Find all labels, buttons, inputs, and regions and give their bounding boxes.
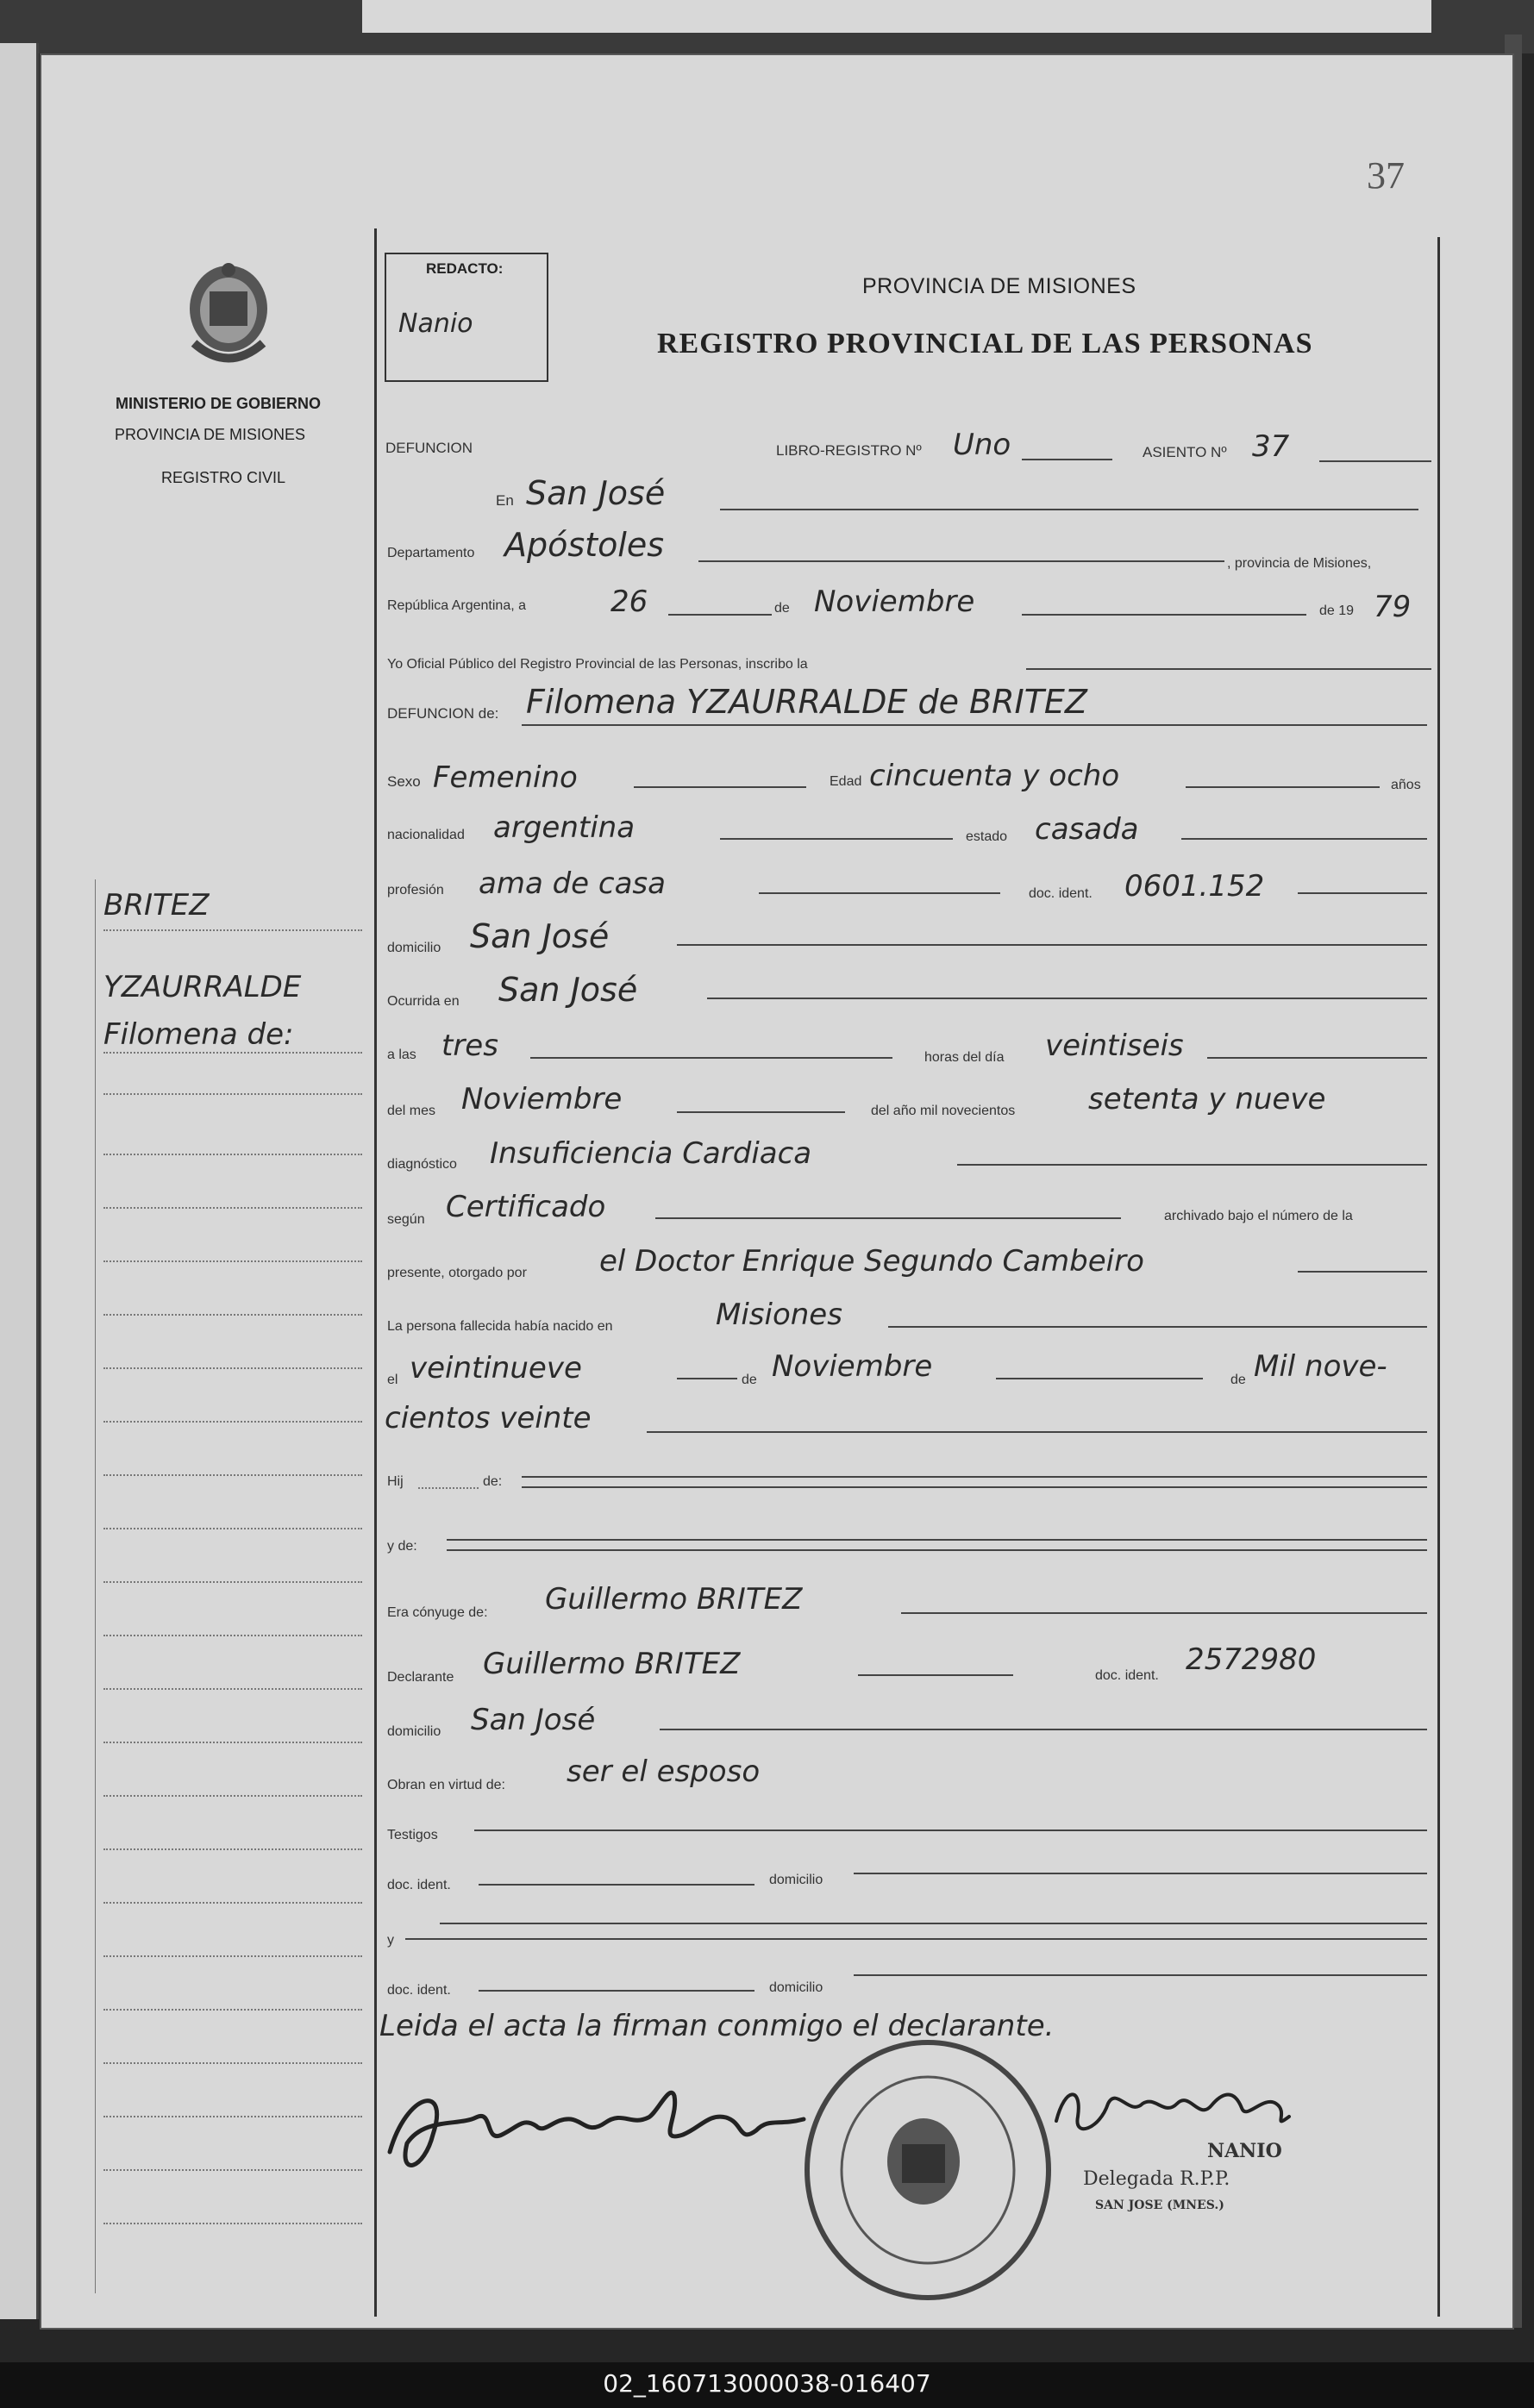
field-line <box>474 1829 1427 1831</box>
nac-dia-value: veintinueve <box>410 1351 582 1385</box>
margin-line <box>103 1052 362 1054</box>
margin-line <box>103 1902 362 1904</box>
margin-line <box>103 2116 362 2117</box>
field-line <box>530 1057 892 1059</box>
margin-line <box>103 1154 362 1155</box>
margin-line <box>103 1314 362 1316</box>
de-label: de <box>774 601 790 616</box>
diagnostico-label: diagnóstico <box>387 1157 457 1172</box>
field-line <box>707 998 1427 999</box>
form-right-rule <box>1437 237 1440 2317</box>
image-caption: 02_160713000038-016407 <box>603 2369 931 2398</box>
defuncion-de-label: DEFUNCION de: <box>387 705 499 722</box>
leida-text: Leida el acta la firman conmigo el declarante. <box>379 2009 1055 2043</box>
decl-domicilio-label: domicilio <box>387 1724 441 1739</box>
margin-line <box>103 1528 362 1529</box>
left-page-edge <box>0 43 39 2319</box>
margin-line <box>103 2009 362 2011</box>
nac-anio-continuation: cientos veinte <box>385 1401 592 1435</box>
edad-label: Edad <box>830 774 862 789</box>
margin-line <box>103 1688 362 1690</box>
declarante-value: Guillermo BRITEZ <box>483 1647 741 1681</box>
redacto-value: Nanio <box>398 309 473 339</box>
diagnostico-value: Insuficiencia Cardiaca <box>490 1136 812 1171</box>
form-left-rule <box>374 228 377 2317</box>
testigo2-domicilio-label: domicilio <box>769 1980 823 1995</box>
field-line <box>677 1111 845 1113</box>
field-line <box>522 1486 1427 1488</box>
testigo2-doc-label: doc. ident. <box>387 1983 451 1998</box>
margin-surname: BRITEZ <box>103 888 210 923</box>
anios-label: años <box>1391 778 1421 792</box>
en-value: San José <box>526 474 666 512</box>
archivado-label: archivado bajo el número de la <box>1164 1209 1353 1223</box>
del-mes-label: del mes <box>387 1104 436 1118</box>
margin-given-name: Filomena de: <box>103 1017 294 1052</box>
testigo1-domicilio-label: domicilio <box>769 1873 823 1887</box>
field-line <box>1026 668 1431 670</box>
domicilio-value: San José <box>470 917 610 955</box>
departamento-value: Apóstoles <box>504 526 665 564</box>
ministry-title: MINISTERIO DE GOBIERNO <box>116 395 322 412</box>
nac-de-label: de <box>742 1373 757 1387</box>
field-line <box>405 1938 1427 1940</box>
nac-mes-value: Noviembre <box>772 1349 933 1384</box>
republica-label: República Argentina, a <box>387 598 526 613</box>
field-line <box>668 614 772 616</box>
libro-value: Uno <box>953 428 1011 462</box>
decl-domicilio-value: San José <box>471 1703 596 1737</box>
declarante-label: Declarante <box>387 1670 454 1685</box>
estado-label: estado <box>966 829 1008 844</box>
field-line <box>1181 838 1427 840</box>
defuncion-heading: DEFUNCION <box>385 440 473 456</box>
ocurrida-label: Ocurrida en <box>387 994 460 1009</box>
field-line <box>854 1873 1427 1874</box>
field-line <box>660 1729 1427 1730</box>
civil-registry-label: REGISTRO CIVIL <box>161 469 286 486</box>
margin-line <box>103 1742 362 1743</box>
estado-value: casada <box>1035 812 1139 847</box>
field-line <box>888 1326 1427 1328</box>
province-heading: PROVINCIA DE MISIONES <box>862 274 1136 298</box>
field-line <box>655 1217 1121 1219</box>
field-line <box>720 509 1418 510</box>
doc-ident-label: doc. ident. <box>1029 886 1093 901</box>
obran-label: Obran en virtud de: <box>387 1778 505 1792</box>
field-line <box>957 1164 1427 1166</box>
libro-label: LIBRO-REGISTRO Nº <box>776 442 922 459</box>
field-line <box>440 1923 1427 1924</box>
nacido-label: La persona fallecida había nacido en <box>387 1319 613 1334</box>
anio-value: 79 <box>1374 590 1412 624</box>
decl-doc-value: 2572980 <box>1186 1642 1317 1677</box>
field-line <box>854 1974 1427 1976</box>
field-line <box>1186 786 1380 788</box>
field-line <box>447 1539 1427 1541</box>
margin-line <box>103 1260 362 1262</box>
el-label: el <box>387 1373 398 1387</box>
margin-line <box>103 1367 362 1369</box>
declarant-signature <box>373 2066 821 2186</box>
margin-left-rule <box>95 879 96 2293</box>
field-line <box>1298 1271 1427 1273</box>
margin-line <box>103 2062 362 2064</box>
segun-label: según <box>387 1212 425 1227</box>
officer-title: Delegada R.P.P. <box>1083 2168 1230 2190</box>
page-number: 37 <box>1367 154 1405 197</box>
field-line <box>418 1487 479 1489</box>
profesion-value: ama de casa <box>479 866 666 901</box>
field-line <box>447 1549 1427 1551</box>
field-line <box>698 560 1224 562</box>
field-line <box>522 1476 1427 1478</box>
nacido-value: Misiones <box>716 1298 842 1332</box>
segun-value: Certificado <box>446 1190 606 1224</box>
sexo-label: Sexo <box>387 773 421 790</box>
margin-line <box>103 2169 362 2171</box>
margin-line <box>103 1474 362 1476</box>
registry-heading: REGISTRO PROVINCIAL DE LAS PERSONAS <box>657 328 1313 360</box>
en-label: En <box>496 492 514 509</box>
sexo-value: Femenino <box>433 760 578 795</box>
edad-value: cincuenta y ocho <box>869 759 1120 793</box>
field-line <box>996 1378 1203 1379</box>
previous-page-strip <box>362 0 1431 33</box>
field-line <box>677 1378 737 1379</box>
field-line <box>1022 614 1306 616</box>
provincial-seal-icon <box>177 257 280 378</box>
a-las-label: a las <box>387 1048 416 1062</box>
officer-location: SAN JOSE (MNES.) <box>1095 2198 1224 2212</box>
field-line <box>479 1884 754 1886</box>
anio-letras-value: setenta y nueve <box>1088 1082 1326 1116</box>
y-label: y <box>387 1933 394 1948</box>
margin-line <box>103 1207 362 1209</box>
margin-line <box>103 1848 362 1850</box>
provincia-suffix: , provincia de Misiones, <box>1227 556 1372 571</box>
margin-line <box>103 1635 362 1636</box>
conyuge-value: Guillermo BRITEZ <box>545 1582 803 1617</box>
hora-value: tres <box>441 1029 498 1063</box>
nac-de2-label: de <box>1230 1373 1246 1387</box>
field-line <box>759 892 1000 894</box>
asiento-value: 37 <box>1252 429 1290 464</box>
field-line <box>1022 459 1112 460</box>
dia-value: 26 <box>610 585 648 619</box>
field-line <box>479 1990 754 1992</box>
nacionalidad-label: nacionalidad <box>387 828 465 842</box>
field-line <box>1207 1057 1427 1059</box>
conyuge-label: Era cónyuge de: <box>387 1605 488 1620</box>
hij-label: Hij <box>387 1474 404 1489</box>
field-line <box>858 1674 1013 1676</box>
field-line <box>677 944 1427 946</box>
margin-line <box>103 1581 362 1583</box>
margin-line <box>103 1955 362 1957</box>
nacionalidad-value: argentina <box>493 810 636 845</box>
field-line <box>901 1612 1427 1614</box>
presente-label: presente, otorgado por <box>387 1266 527 1280</box>
del-mes-value: Noviembre <box>461 1082 623 1116</box>
anio-mil-label: del año mil novecientos <box>871 1104 1016 1118</box>
margin-line <box>103 1421 362 1423</box>
doc-ident-value: 0601.152 <box>1124 869 1265 904</box>
ocurrida-value: San José <box>498 971 638 1009</box>
redacto-label: REDACTO: <box>426 260 504 277</box>
margin-line <box>103 2223 362 2224</box>
asiento-label: ASIENTO Nº <box>1143 444 1227 460</box>
margin-line <box>103 1795 362 1797</box>
field-line <box>634 786 806 788</box>
hij-de-label: de: <box>483 1474 503 1489</box>
field-line <box>647 1431 1427 1433</box>
margin-maiden-name: YZAURRALDE <box>103 970 302 1004</box>
yo-oficial-text: Yo Oficial Público del Registro Provincial de las Personas, inscribo la <box>387 657 808 672</box>
field-line <box>1298 892 1427 894</box>
profesion-label: profesión <box>387 883 444 898</box>
margin-line <box>103 929 362 931</box>
field-line <box>522 724 1427 726</box>
decl-doc-label: doc. ident. <box>1095 1668 1159 1683</box>
de-19-label: de 19 <box>1319 604 1355 618</box>
fallecido-value: Filomena YZAURRALDE de BRITEZ <box>526 683 1087 721</box>
field-line <box>720 838 953 840</box>
margin-line <box>103 1093 362 1095</box>
ministry-province: PROVINCIA DE MISIONES <box>115 426 306 443</box>
testigos-label: Testigos <box>387 1828 438 1842</box>
obran-value: ser el esposo <box>567 1754 761 1789</box>
field-line <box>1319 460 1431 462</box>
presente-value: el Doctor Enrique Segundo Cambeiro <box>599 1244 1144 1279</box>
officer-name: NANIO <box>1207 2140 1282 2162</box>
y-de-label: y de: <box>387 1539 417 1554</box>
horas-label: horas del día <box>924 1050 1005 1065</box>
official-stamp-icon <box>798 2036 1057 2304</box>
dia-letras-value: veintiseis <box>1045 1029 1184 1063</box>
testigo1-doc-label: doc. ident. <box>387 1878 451 1892</box>
mes-value: Noviembre <box>814 585 975 619</box>
nac-anio-value: Mil nove- <box>1254 1349 1387 1384</box>
departamento-label: Departamento <box>387 546 475 560</box>
domicilio-label: domicilio <box>387 941 441 955</box>
